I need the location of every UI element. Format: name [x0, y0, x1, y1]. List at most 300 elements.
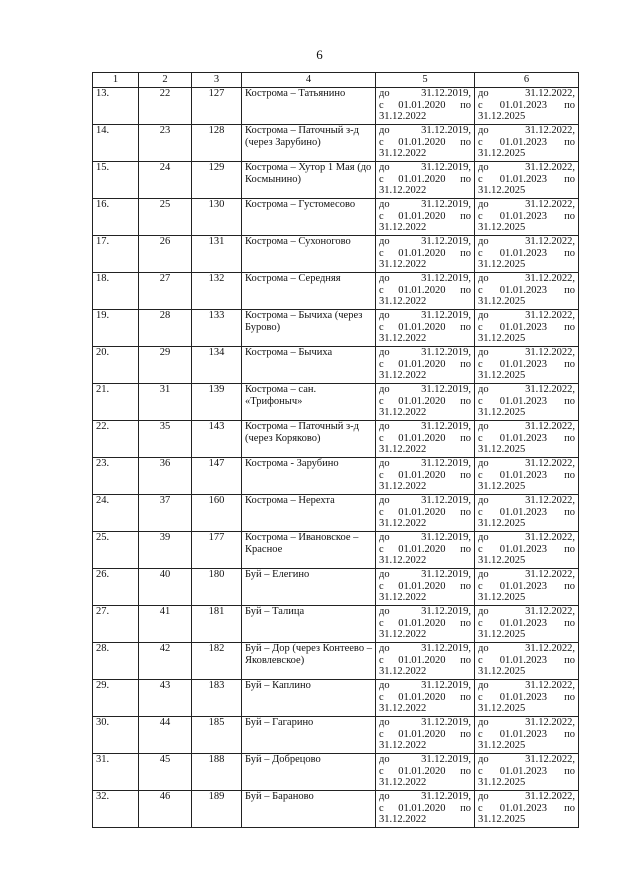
period-word: по — [460, 432, 471, 444]
period-word: по — [460, 173, 471, 185]
route-number: 127 — [192, 88, 242, 125]
period-date: 31.12.2022 — [379, 370, 427, 381]
period-word: по — [460, 321, 471, 333]
period-cell — [376, 717, 475, 754]
period-date: 31.12.2022 — [379, 111, 427, 122]
period-cell — [475, 384, 579, 421]
table-row — [93, 384, 579, 421]
period-date: 01.01.2020 — [398, 284, 446, 296]
period-word: с — [478, 543, 483, 555]
period-word: с — [379, 395, 384, 407]
route-number: 182 — [192, 643, 242, 680]
period-cell — [376, 458, 475, 495]
period-word: по — [460, 728, 471, 740]
period-date: 01.01.2023 — [499, 99, 548, 111]
period-date: 31.12.2022, — [525, 421, 575, 432]
period-word: с — [379, 654, 384, 666]
period-word: с — [478, 136, 483, 148]
period-date: 31.12.2022 — [379, 814, 427, 825]
period-date: 31.12.2022, — [525, 495, 575, 506]
row-number: 24. — [93, 495, 139, 532]
period-word: по — [564, 395, 575, 407]
period-date: 01.01.2020 — [398, 173, 446, 185]
period-date: 31.12.2025 — [478, 592, 526, 603]
column-2-value: 37 — [139, 495, 192, 532]
period-word: с — [478, 802, 483, 814]
period-date: 31.12.2025 — [478, 370, 526, 381]
period-cell — [376, 162, 475, 199]
period-word: до — [379, 273, 390, 284]
table-row — [93, 680, 579, 717]
period-date: 01.01.2020 — [398, 395, 446, 407]
period-date: 01.01.2020 — [398, 358, 446, 370]
row-number: 28. — [93, 643, 139, 680]
period-word: с — [478, 432, 483, 444]
period-date: 01.01.2020 — [398, 617, 446, 629]
period-cell — [376, 421, 475, 458]
period-word: с — [379, 210, 384, 222]
period-word: по — [460, 136, 471, 148]
period-date: 01.01.2023 — [499, 395, 548, 407]
period-word: по — [460, 395, 471, 407]
period-word: до — [379, 162, 390, 173]
period-date: 31.12.2025 — [478, 481, 526, 492]
period-cell — [475, 458, 579, 495]
period-date: 31.12.2025 — [478, 777, 526, 788]
column-header: 3 — [192, 73, 242, 88]
period-word: с — [379, 543, 384, 555]
row-number: 20. — [93, 347, 139, 384]
table-row — [93, 569, 579, 606]
period-cell — [475, 569, 579, 606]
period-word: до — [478, 273, 489, 284]
column-2-value: 45 — [139, 754, 192, 791]
period-word: до — [379, 532, 390, 543]
row-number: 16. — [93, 199, 139, 236]
period-cell — [475, 421, 579, 458]
period-date: 01.01.2020 — [398, 99, 446, 111]
period-date: 31.12.2022 — [379, 703, 427, 714]
column-2-value: 43 — [139, 680, 192, 717]
period-word: до — [379, 754, 390, 765]
period-cell — [475, 88, 579, 125]
period-word: по — [564, 654, 575, 666]
period-date: 31.12.2025 — [478, 555, 526, 566]
route-name: Кострома – Густомесово — [242, 199, 376, 236]
period-word: до — [379, 606, 390, 617]
period-word: по — [564, 691, 575, 703]
period-word: до — [379, 717, 390, 728]
period-word: с — [379, 321, 384, 333]
period-date: 31.12.2019, — [421, 532, 471, 543]
table-row — [93, 421, 579, 458]
period-word: до — [478, 791, 489, 802]
period-word: до — [478, 569, 489, 580]
period-word: по — [460, 469, 471, 481]
period-date: 31.12.2022 — [379, 296, 427, 307]
period-word: по — [564, 284, 575, 296]
period-date: 31.12.2025 — [478, 666, 526, 677]
period-word: с — [478, 728, 483, 740]
column-header: 2 — [139, 73, 192, 88]
period-word: до — [478, 162, 489, 173]
period-date: 01.01.2023 — [499, 173, 548, 185]
period-word: с — [478, 321, 483, 333]
column-2-value: 41 — [139, 606, 192, 643]
period-word: по — [564, 469, 575, 481]
period-cell — [376, 236, 475, 273]
period-cell — [376, 754, 475, 791]
period-date: 31.12.2022 — [379, 481, 427, 492]
period-date: 01.01.2023 — [499, 210, 548, 222]
table-row — [93, 495, 579, 532]
column-2-value: 27 — [139, 273, 192, 310]
column-2-value: 24 — [139, 162, 192, 199]
period-cell — [475, 717, 579, 754]
route-name: Буй – Каплино — [242, 680, 376, 717]
period-date: 31.12.2022 — [379, 222, 427, 233]
period-word: до — [379, 236, 390, 247]
route-name: Кострома – Ивановское – Красное — [242, 532, 376, 569]
period-word: до — [478, 717, 489, 728]
row-number: 17. — [93, 236, 139, 273]
period-date: 31.12.2022, — [525, 199, 575, 210]
period-word: до — [478, 310, 489, 321]
period-date: 31.12.2022 — [379, 333, 427, 344]
period-word: до — [379, 347, 390, 358]
period-date: 31.12.2022, — [525, 606, 575, 617]
table-row — [93, 606, 579, 643]
period-date: 01.01.2020 — [398, 580, 446, 592]
period-cell — [475, 606, 579, 643]
period-cell — [376, 273, 475, 310]
period-word: до — [478, 643, 489, 654]
period-word: до — [379, 569, 390, 580]
period-date: 31.12.2019, — [421, 680, 471, 691]
route-number: 160 — [192, 495, 242, 532]
period-date: 01.01.2020 — [398, 802, 446, 814]
period-word: с — [379, 691, 384, 703]
period-date: 01.01.2020 — [398, 469, 446, 481]
period-cell — [475, 199, 579, 236]
period-date: 31.12.2022, — [525, 680, 575, 691]
period-word: по — [564, 210, 575, 222]
row-number: 27. — [93, 606, 139, 643]
period-date: 01.01.2020 — [398, 506, 446, 518]
period-date: 31.12.2022, — [525, 162, 575, 173]
period-word: по — [564, 173, 575, 185]
period-word: до — [478, 495, 489, 506]
table-row — [93, 458, 579, 495]
period-date: 31.12.2025 — [478, 703, 526, 714]
period-date: 01.01.2020 — [398, 210, 446, 222]
column-header: 5 — [376, 73, 475, 88]
period-cell — [475, 754, 579, 791]
route-number: 185 — [192, 717, 242, 754]
route-number: 130 — [192, 199, 242, 236]
period-word: с — [478, 469, 483, 481]
period-cell — [475, 532, 579, 569]
period-date: 01.01.2023 — [499, 506, 548, 518]
period-cell — [475, 791, 579, 828]
period-word: по — [460, 802, 471, 814]
period-word: до — [379, 791, 390, 802]
period-date: 31.12.2025 — [478, 296, 526, 307]
period-word: с — [478, 358, 483, 370]
period-date: 01.01.2023 — [499, 432, 548, 444]
period-date: 31.12.2025 — [478, 333, 526, 344]
period-date: 31.12.2025 — [478, 444, 526, 455]
period-date: 01.01.2023 — [499, 765, 548, 777]
period-word: до — [379, 199, 390, 210]
period-word: по — [460, 284, 471, 296]
period-date: 31.12.2022 — [379, 777, 427, 788]
period-date: 31.12.2019, — [421, 236, 471, 247]
period-cell — [376, 125, 475, 162]
period-date: 31.12.2022, — [525, 310, 575, 321]
period-word: с — [478, 654, 483, 666]
row-number: 14. — [93, 125, 139, 162]
period-word: до — [478, 606, 489, 617]
period-word: по — [564, 321, 575, 333]
period-word: с — [379, 728, 384, 740]
period-cell — [475, 310, 579, 347]
period-date: 01.01.2020 — [398, 136, 446, 148]
period-word: с — [478, 247, 483, 259]
period-cell — [376, 532, 475, 569]
period-date: 31.12.2022, — [525, 458, 575, 469]
period-word: по — [564, 543, 575, 555]
period-word: с — [379, 469, 384, 481]
period-date: 31.12.2019, — [421, 384, 471, 395]
row-number: 32. — [93, 791, 139, 828]
period-date: 01.01.2023 — [499, 654, 548, 666]
row-number: 21. — [93, 384, 139, 421]
route-name: Кострома – Нерехта — [242, 495, 376, 532]
period-date: 31.12.2022, — [525, 88, 575, 99]
period-word: по — [460, 654, 471, 666]
period-date: 31.12.2025 — [478, 111, 526, 122]
period-date: 31.12.2022 — [379, 666, 427, 677]
row-number: 29. — [93, 680, 139, 717]
period-date: 31.12.2025 — [478, 518, 526, 529]
row-number: 19. — [93, 310, 139, 347]
column-2-value: 29 — [139, 347, 192, 384]
period-word: по — [460, 765, 471, 777]
route-number: 133 — [192, 310, 242, 347]
period-word: до — [478, 754, 489, 765]
period-word: с — [478, 617, 483, 629]
route-name: Буй – Гагарино — [242, 717, 376, 754]
table-row — [93, 791, 579, 828]
column-2-value: 46 — [139, 791, 192, 828]
route-number: 128 — [192, 125, 242, 162]
period-word: по — [460, 543, 471, 555]
period-date: 01.01.2020 — [398, 654, 446, 666]
table-row — [93, 310, 579, 347]
period-word: по — [564, 247, 575, 259]
route-name: Кострома – Паточный з-д (через Коряково) — [242, 421, 376, 458]
period-word: с — [379, 247, 384, 259]
period-cell — [376, 680, 475, 717]
route-number: 131 — [192, 236, 242, 273]
period-date: 01.01.2023 — [499, 728, 548, 740]
column-2-value: 23 — [139, 125, 192, 162]
period-cell — [475, 162, 579, 199]
period-word: до — [379, 680, 390, 691]
period-cell — [376, 88, 475, 125]
route-name: Буй – Елегино — [242, 569, 376, 606]
period-word: с — [379, 802, 384, 814]
period-date: 01.01.2020 — [398, 691, 446, 703]
period-cell — [376, 199, 475, 236]
route-name: Кострома – Паточный з-д (через Зарубино) — [242, 125, 376, 162]
period-word: по — [460, 99, 471, 111]
period-date: 01.01.2020 — [398, 765, 446, 777]
period-word: до — [379, 495, 390, 506]
period-word: до — [379, 643, 390, 654]
route-number: 143 — [192, 421, 242, 458]
period-date: 01.01.2023 — [499, 247, 548, 259]
period-cell — [376, 569, 475, 606]
route-number: 188 — [192, 754, 242, 791]
period-date: 31.12.2019, — [421, 125, 471, 136]
period-date: 31.12.2019, — [421, 495, 471, 506]
period-cell — [475, 643, 579, 680]
route-name: Буй – Добрецово — [242, 754, 376, 791]
page-number: 6 — [316, 47, 323, 62]
period-cell — [475, 347, 579, 384]
period-date: 31.12.2025 — [478, 148, 526, 159]
period-word: до — [379, 458, 390, 469]
period-date: 01.01.2023 — [499, 136, 548, 148]
period-date: 31.12.2019, — [421, 643, 471, 654]
period-cell — [475, 125, 579, 162]
column-2-value: 40 — [139, 569, 192, 606]
period-word: с — [478, 765, 483, 777]
period-word: по — [564, 506, 575, 518]
period-cell — [376, 347, 475, 384]
period-cell — [376, 606, 475, 643]
row-number: 30. — [93, 717, 139, 754]
period-word: по — [460, 617, 471, 629]
period-date: 31.12.2019, — [421, 421, 471, 432]
period-date: 31.12.2019, — [421, 162, 471, 173]
period-cell — [376, 495, 475, 532]
period-date: 31.12.2025 — [478, 814, 526, 825]
period-cell — [475, 680, 579, 717]
route-number: 139 — [192, 384, 242, 421]
route-number: 132 — [192, 273, 242, 310]
period-date: 31.12.2022 — [379, 740, 427, 751]
table-row — [93, 273, 579, 310]
period-word: с — [379, 617, 384, 629]
row-number: 25. — [93, 532, 139, 569]
period-word: с — [478, 580, 483, 592]
period-date: 01.01.2023 — [499, 617, 548, 629]
period-word: до — [478, 680, 489, 691]
column-2-value: 44 — [139, 717, 192, 754]
period-word: по — [460, 691, 471, 703]
route-name: Кострома – Бычиха — [242, 347, 376, 384]
period-word: по — [564, 728, 575, 740]
route-name: Кострома – Татьянино — [242, 88, 376, 125]
row-number: 18. — [93, 273, 139, 310]
table-row — [93, 125, 579, 162]
column-header: 4 — [242, 73, 376, 88]
period-word: до — [478, 532, 489, 543]
route-number: 189 — [192, 791, 242, 828]
table-row — [93, 717, 579, 754]
route-name: Кострома – Сухоногово — [242, 236, 376, 273]
period-date: 31.12.2019, — [421, 347, 471, 358]
period-word: с — [379, 765, 384, 777]
period-date: 01.01.2020 — [398, 432, 446, 444]
period-word: до — [379, 310, 390, 321]
period-date: 31.12.2022, — [525, 125, 575, 136]
period-word: с — [379, 432, 384, 444]
period-word: до — [478, 199, 489, 210]
period-date: 31.12.2019, — [421, 273, 471, 284]
period-date: 31.12.2022, — [525, 532, 575, 543]
period-date: 01.01.2023 — [499, 580, 548, 592]
period-word: по — [564, 765, 575, 777]
period-date: 31.12.2022, — [525, 569, 575, 580]
row-number: 31. — [93, 754, 139, 791]
period-date: 31.12.2019, — [421, 606, 471, 617]
period-date: 01.01.2023 — [499, 802, 548, 814]
period-date: 31.12.2019, — [421, 199, 471, 210]
route-number: 180 — [192, 569, 242, 606]
period-word: с — [478, 210, 483, 222]
row-number: 13. — [93, 88, 139, 125]
period-cell — [475, 273, 579, 310]
column-2-value: 39 — [139, 532, 192, 569]
period-date: 31.12.2022 — [379, 407, 427, 418]
period-date: 01.01.2023 — [499, 543, 548, 555]
period-word: с — [478, 173, 483, 185]
period-date: 31.12.2022, — [525, 754, 575, 765]
period-date: 31.12.2019, — [421, 458, 471, 469]
period-date: 31.12.2022 — [379, 555, 427, 566]
route-name: Кострома – сан. «Трифоныч» — [242, 384, 376, 421]
period-date: 01.01.2020 — [398, 321, 446, 333]
table-row — [93, 532, 579, 569]
period-word: до — [478, 88, 489, 99]
period-word: до — [379, 384, 390, 395]
period-date: 01.01.2023 — [499, 691, 548, 703]
period-word: по — [460, 247, 471, 259]
table-row — [93, 199, 579, 236]
route-name: Кострома – Хутор 1 Мая (до Космынино) — [242, 162, 376, 199]
period-date: 31.12.2025 — [478, 740, 526, 751]
column-2-value: 36 — [139, 458, 192, 495]
period-date: 31.12.2022 — [379, 259, 427, 270]
period-word: до — [379, 88, 390, 99]
period-word: до — [478, 236, 489, 247]
period-date: 31.12.2022, — [525, 791, 575, 802]
route-name: Кострома – Середняя — [242, 273, 376, 310]
period-date: 31.12.2022 — [379, 185, 427, 196]
column-2-value: 22 — [139, 88, 192, 125]
column-2-value: 28 — [139, 310, 192, 347]
column-2-value: 31 — [139, 384, 192, 421]
route-name: Буй – Бараново — [242, 791, 376, 828]
period-word: по — [564, 432, 575, 444]
period-word: до — [379, 421, 390, 432]
row-number: 23. — [93, 458, 139, 495]
period-date: 31.12.2025 — [478, 222, 526, 233]
